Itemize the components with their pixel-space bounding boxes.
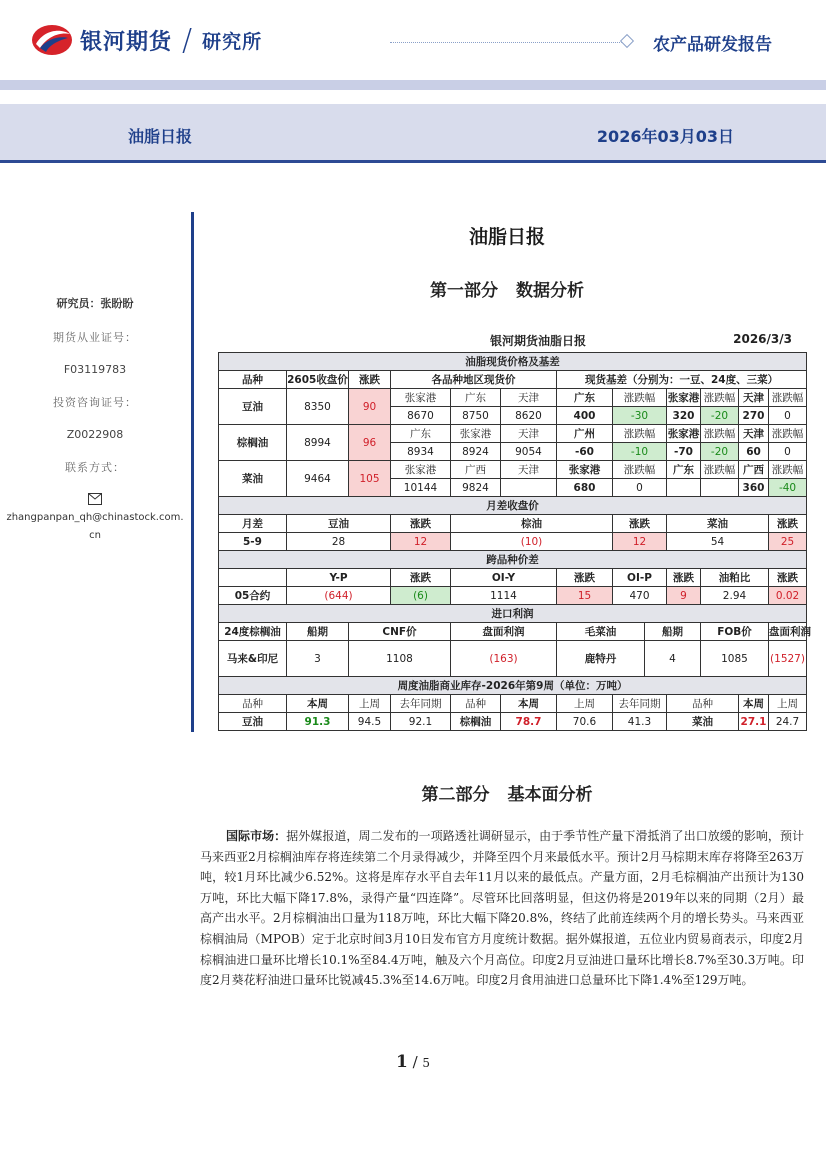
rape-basis-1: 680 xyxy=(557,479,613,497)
cross-v-6: 9 xyxy=(667,587,701,605)
cross-h-8: 涨跌 xyxy=(769,569,807,587)
band-date: 2026年03月03日 xyxy=(596,127,734,146)
month-v-2: 12 xyxy=(391,533,451,551)
sidebar-divider xyxy=(191,212,194,732)
brand-divider: / xyxy=(182,22,193,58)
rape-price-1: 10144 xyxy=(391,479,451,497)
oil-daily-table xyxy=(218,352,811,731)
galaxy-logo-icon xyxy=(30,22,74,58)
rape-close: 9464 xyxy=(287,461,349,497)
part1-heading: 第一部分 数据分析 xyxy=(430,281,584,301)
rape-region-1: 张家港 xyxy=(391,461,451,479)
rape-price-3 xyxy=(501,479,557,497)
cross-h-0 xyxy=(219,569,287,587)
month-v-1: 28 xyxy=(287,533,391,551)
import-v-1: 3 xyxy=(287,641,349,677)
cross-h-2: 涨跌 xyxy=(391,569,451,587)
cross-section-title: 跨品种价差 xyxy=(219,551,807,569)
brand-sub: 研究所 xyxy=(202,30,263,53)
rape-basis-region-3: 广西 xyxy=(739,461,769,479)
contact-label: 联系方式： xyxy=(65,461,125,474)
palm-basis-region-3: 天津 xyxy=(739,425,769,443)
rape-basis-chg-3: -40 xyxy=(769,479,807,497)
soy-basis-chg-2: -20 xyxy=(701,407,739,425)
import-h-1: 船期 xyxy=(287,623,349,641)
stock-h-0: 品种 xyxy=(219,695,287,713)
brand-logo xyxy=(30,20,262,60)
sidebar xyxy=(0,295,190,545)
stock-v-0: 豆油 xyxy=(219,713,287,731)
mail-icon xyxy=(88,493,102,505)
page-current: 1 xyxy=(395,1052,408,1072)
stock-v-6: 70.6 xyxy=(557,713,613,731)
paragraph-text: 据外媒报道，周二发布的一项路透社调研显示，由于季节性产量下滑抵消了出口放缓的影响，预计马来西亚2月棕榈油库存将连续第二个月录得减少，并降至四个月来最低水平。预计2月马棕期末库存将降至263万吨，较1月环比减少6.52%。这将是库存水平自去年11月以来的最低点。产量方面，2月毛棕榈油产出预计为130万吨，环比大幅下降17.8%，录得产量“四连降”。尽管环比回落明显，但这仍将是2019年以来的同期（2月）最高产出水平。2月棕榈油出口量为118万吨，环比大幅下降20.8%，终结了此前连续两个月的增长势头。马来西亚棕榈油局（MPOB）定于北京时间3月10日发布官方月度统计数据。据外媒报道，五位业内贸易商表示，印度2月棕榈油进口量环比增长10.1%至84.4万吨，触及六个月高位。印度2月豆油进口量环比增长8.7%至30.3万吨。印度2月葵花籽油进口量环比锐减45.3%至14.6万吨。印度2月食用油进口总量环比下降1.4%至129万吨。 xyxy=(200,829,804,988)
cross-v-1: (644) xyxy=(287,587,391,605)
import-h-3: 盘面利润 xyxy=(451,623,557,641)
month-h-4: 涨跌 xyxy=(613,515,667,533)
month-v-3: (10) xyxy=(451,533,613,551)
consult-label: 投资咨询证号： xyxy=(53,396,137,409)
soy-basis-chg-1: -30 xyxy=(613,407,667,425)
month-h-2: 涨跌 xyxy=(391,515,451,533)
rape-basis-chg-1: 0 xyxy=(613,479,667,497)
soy-basis-label-1: 涨跌幅 xyxy=(613,389,667,407)
import-h-6: FOB价 xyxy=(701,623,769,641)
h-variety: 品种 xyxy=(219,371,287,389)
cross-h-7: 油粕比 xyxy=(701,569,769,587)
cross-v-5: 470 xyxy=(613,587,667,605)
month-h-3: 棕油 xyxy=(451,515,613,533)
palm-basis-label-3: 涨跌幅 xyxy=(769,425,807,443)
import-section-title: 进口利润 xyxy=(219,605,807,623)
diamond-icon xyxy=(620,34,634,48)
import-v-0: 马来&印尼 xyxy=(219,641,287,677)
page-header xyxy=(0,0,826,80)
import-h-4: 毛菜油 xyxy=(557,623,645,641)
rape-name: 菜油 xyxy=(219,461,287,497)
cross-v-3: 1114 xyxy=(451,587,557,605)
table-caption-date: 2026/3/3 xyxy=(733,332,792,346)
stock-v-5: 78.7 xyxy=(501,713,557,731)
soy-chg: 90 xyxy=(349,389,391,425)
band-underline xyxy=(0,160,826,163)
month-v-6: 25 xyxy=(769,533,807,551)
rape-basis-3: 360 xyxy=(739,479,769,497)
palm-price-1: 8934 xyxy=(391,443,451,461)
import-v-2: 1108 xyxy=(349,641,451,677)
month-h-5: 菜油 xyxy=(667,515,769,533)
cross-v-0: 05合约 xyxy=(219,587,287,605)
stock-v-8: 菜油 xyxy=(667,713,739,731)
soy-basis-chg-3: 0 xyxy=(769,407,807,425)
soy-basis-region-1: 广东 xyxy=(557,389,613,407)
palm-basis-region-1: 广州 xyxy=(557,425,613,443)
table-caption-title: 银河期货油脂日报 xyxy=(490,334,587,348)
header-gap xyxy=(0,90,826,104)
stock-v-1: 91.3 xyxy=(287,713,349,731)
soy-basis-1: 400 xyxy=(557,407,613,425)
import-v-5: 4 xyxy=(645,641,701,677)
stock-h-9: 本周 xyxy=(739,695,769,713)
stock-h-2: 上周 xyxy=(349,695,391,713)
month-v-0: 5-9 xyxy=(219,533,287,551)
license-label: 期货从业证号： xyxy=(53,331,137,344)
import-h-7: 盘面利润 xyxy=(769,623,807,641)
h-region: 各品种地区现货价 xyxy=(391,371,557,389)
month-h-1: 豆油 xyxy=(287,515,391,533)
month-section-title: 月差收盘价 xyxy=(219,497,807,515)
cross-v-8: 0.02 xyxy=(769,587,807,605)
stock-h-5: 本周 xyxy=(501,695,557,713)
band-title: 油脂日报 xyxy=(128,127,193,146)
stock-h-1: 本周 xyxy=(287,695,349,713)
palm-close: 8994 xyxy=(287,425,349,461)
soy-basis-label-2: 涨跌幅 xyxy=(701,389,739,407)
month-h-6: 涨跌 xyxy=(769,515,807,533)
header-dotted-line xyxy=(390,42,630,43)
import-v-3: (163) xyxy=(451,641,557,677)
soy-region-1: 张家港 xyxy=(391,389,451,407)
palm-basis-label-2: 涨跌幅 xyxy=(701,425,739,443)
page-sep: / xyxy=(412,1053,418,1071)
rape-basis-region-2: 广东 xyxy=(667,461,701,479)
soy-basis-label-3: 涨跌幅 xyxy=(769,389,807,407)
stock-v-9: 27.1 xyxy=(739,713,769,731)
license-value: F03119783 xyxy=(63,363,127,376)
soy-price-2: 8750 xyxy=(451,407,501,425)
brand-name: 银河期货 xyxy=(80,29,173,55)
rape-basis-region-1: 张家港 xyxy=(557,461,613,479)
import-v-6: 1085 xyxy=(701,641,769,677)
soy-price-3: 8620 xyxy=(501,407,557,425)
paragraph-lead: 国际市场： xyxy=(226,829,287,843)
import-v-4: 鹿特丹 xyxy=(557,641,645,677)
import-v-7: (1527) xyxy=(769,641,807,677)
h-basis: 现货基差（分别为：一豆、24度、三菜） xyxy=(557,371,807,389)
stock-v-2: 94.5 xyxy=(349,713,391,731)
import-h-2: CNF价 xyxy=(349,623,451,641)
month-v-4: 12 xyxy=(613,533,667,551)
rape-basis-chg-2 xyxy=(701,479,739,497)
header-stripe xyxy=(0,80,826,90)
rape-basis-label-1: 涨跌幅 xyxy=(613,461,667,479)
palm-basis-chg-3: 0 xyxy=(769,443,807,461)
stock-section-title: 周度油脂商业库存-2026年第9周（单位：万吨） xyxy=(219,677,807,695)
soy-name: 豆油 xyxy=(219,389,287,425)
import-h-5: 船期 xyxy=(645,623,701,641)
palm-region-1: 广东 xyxy=(391,425,451,443)
import-h-0: 24度棕榈油 xyxy=(219,623,287,641)
cross-h-5: OI-P xyxy=(613,569,667,587)
page-number xyxy=(0,1052,826,1072)
palm-basis-3: 60 xyxy=(739,443,769,461)
soy-basis-region-2: 张家港 xyxy=(667,389,701,407)
report-type: 农产品研发报告 xyxy=(653,35,772,55)
soy-close: 8350 xyxy=(287,389,349,425)
rape-chg: 105 xyxy=(349,461,391,497)
palm-region-3: 天津 xyxy=(501,425,557,443)
palm-basis-chg-2: -20 xyxy=(701,443,739,461)
palm-basis-region-2: 张家港 xyxy=(667,425,701,443)
palm-basis-label-1: 涨跌幅 xyxy=(613,425,667,443)
h-chg: 涨跌 xyxy=(349,371,391,389)
soy-price-1: 8670 xyxy=(391,407,451,425)
rape-basis-label-2: 涨跌幅 xyxy=(701,461,739,479)
palm-chg: 96 xyxy=(349,425,391,461)
stock-h-8: 品种 xyxy=(667,695,739,713)
stock-v-10: 24.7 xyxy=(769,713,807,731)
cross-h-6: 涨跌 xyxy=(667,569,701,587)
month-h-0: 月差 xyxy=(219,515,287,533)
stock-h-3: 去年同期 xyxy=(391,695,451,713)
soy-basis-3: 270 xyxy=(739,407,769,425)
stock-h-4: 品种 xyxy=(451,695,501,713)
soy-basis-region-3: 天津 xyxy=(739,389,769,407)
rape-basis-2 xyxy=(667,479,701,497)
stock-v-7: 41.3 xyxy=(613,713,667,731)
cross-h-3: OI-Y xyxy=(451,569,557,587)
palm-region-2: 张家港 xyxy=(451,425,501,443)
cross-h-4: 涨跌 xyxy=(557,569,613,587)
cross-v-4: 15 xyxy=(557,587,613,605)
email-link[interactable]: zhangpanpan_qh@chinastock.com.cn xyxy=(6,512,184,541)
palm-basis-1: -60 xyxy=(557,443,613,461)
h-close: 2605收盘价 xyxy=(287,371,349,389)
palm-name: 棕榈油 xyxy=(219,425,287,461)
rape-basis-label-3: 涨跌幅 xyxy=(769,461,807,479)
palm-price-2: 8924 xyxy=(451,443,501,461)
consult-value: Z0022908 xyxy=(66,428,124,441)
month-v-5: 54 xyxy=(667,533,769,551)
part2-heading: 第二部分 基本面分析 xyxy=(421,785,593,805)
soy-region-2: 广东 xyxy=(451,389,501,407)
cross-v-7: 2.94 xyxy=(701,587,769,605)
stock-h-10: 上周 xyxy=(769,695,807,713)
stock-h-7: 去年同期 xyxy=(613,695,667,713)
body-paragraph xyxy=(200,826,804,991)
palm-basis-2: -70 xyxy=(667,443,701,461)
stock-v-4: 棕榈油 xyxy=(451,713,501,731)
palm-basis-chg-1: -10 xyxy=(613,443,667,461)
cross-v-2: (6) xyxy=(391,587,451,605)
soy-region-3: 天津 xyxy=(501,389,557,407)
rape-region-2: 广西 xyxy=(451,461,501,479)
stock-h-6: 上周 xyxy=(557,695,613,713)
rape-price-2: 9824 xyxy=(451,479,501,497)
page-total: 5 xyxy=(422,1056,431,1070)
rape-region-3: 天津 xyxy=(501,461,557,479)
stock-v-3: 92.1 xyxy=(391,713,451,731)
researcher: 研究员：张盼盼 xyxy=(56,297,134,310)
main-title: 油脂日报 xyxy=(468,226,545,248)
spot-section-title: 油脂现货价格及基差 xyxy=(219,353,807,371)
palm-price-3: 9054 xyxy=(501,443,557,461)
soy-basis-2: 320 xyxy=(667,407,701,425)
cross-h-1: Y-P xyxy=(287,569,391,587)
